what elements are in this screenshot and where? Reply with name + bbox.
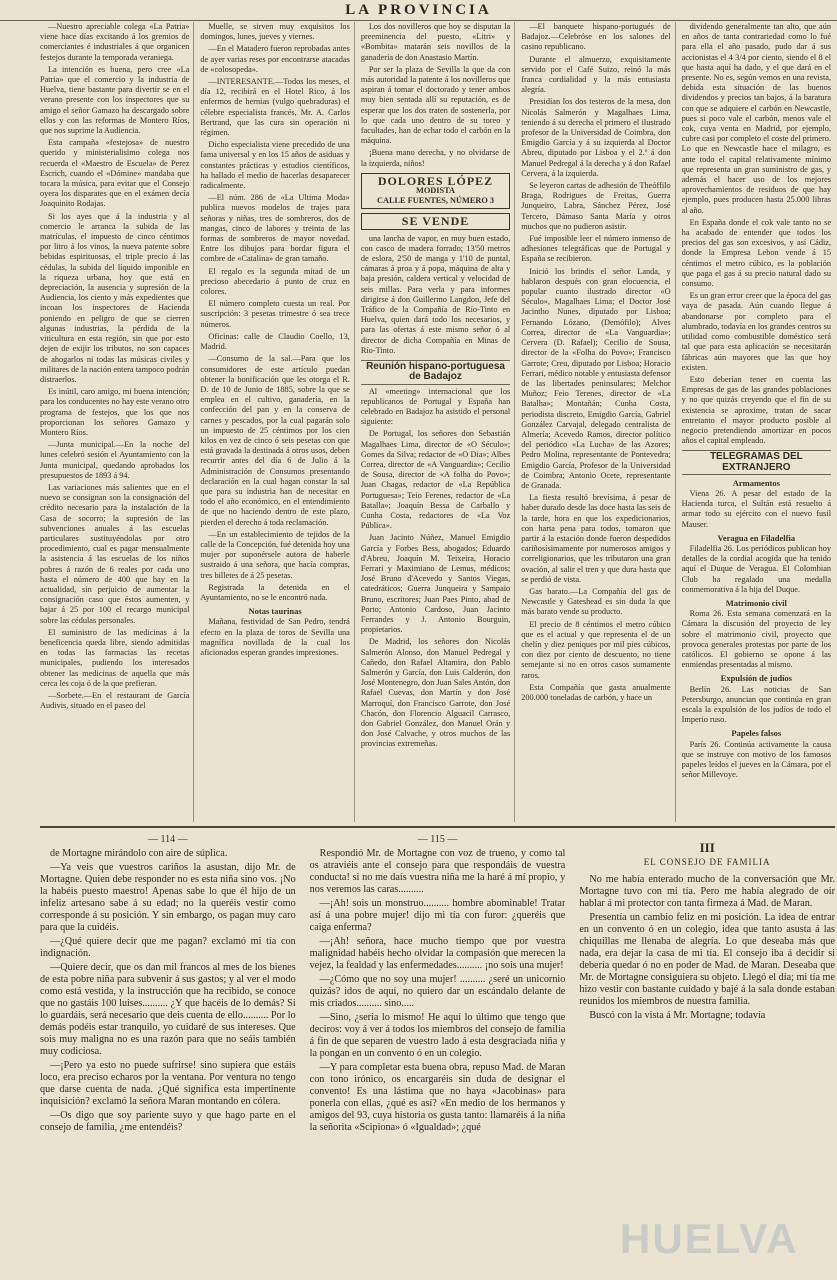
- serial-paragraph: —¿Cómo que no soy una mujer! .......... ¿seré un unicornio quizás? idos de aquí, no quiero dar un escándalo delante de mis criados.......... sino.....: [309, 974, 566, 1009]
- telegram-text: Berlín 26. Las noticias de San Petersburgo, anuncian que continúa en gran escala la expulsión de los judíos de todo el Imperio ruso.: [681, 684, 832, 725]
- article-paragraph: dividendo generalmente tan alto, que aún en años de tanta contrariedad como lo fué para ella el año pasado, pudo dar á sus accionistas el 4 3/4 por ciento, siendo el 8 el que hasta aquí ha dado, y el que dará en el presente. No es, según vemos en una revista, debida esta situación de las buenos dividendos y precios tan bajos, á la baratura con que se adquiere el carbón en Newcastle, pues si poco vale el carbón, menos vale el cok, cuya venta en Madrid, por ejemplo, cubre casi por completo el coste del primero. Lo que en Newcastle hace el milagro, es ante todo el capital relativamente mínimo que representa un gran suministro de gas, y además el hacer uso de los mejores aprovechamientos de residuos de que hay ejemplo, pues producen hasta 25.000 libras al año.: [681, 22, 832, 215]
- article-paragraph: El número completo cuesta un real. Por suscripción: 3 pesetas trimestre ó sea trece números.: [200, 299, 350, 329]
- column-1: [40, 22, 194, 822]
- serial-right-page: [579, 834, 835, 1274]
- telegram-title: Matrimonio civil: [725, 597, 787, 608]
- article-paragraph: —INTERESANTE.—Todos los meses, el día 12, recibirá en el Hotel Rico, á los enfermos de hernias (vulgo quebraduras) el célebre especialista francés, Mr. A. Carlos Bertrand, que las cura sin operación ni régimen.: [200, 77, 350, 138]
- article-paragraph: Oficinas: calle de Claudio Coello, 13, Madrid.: [200, 331, 350, 352]
- telegram-title: Armamentos: [732, 477, 780, 488]
- article-paragraph: —En el Matadero fueron reprobadas antes de ayer varias reses por encontrarse atacadas de «colosopeda».: [200, 44, 350, 74]
- article-paragraph: —En un establecimiento de tejidos de la calle de la Concepción, fué detenida hoy una mujer por suponérsele autora de haberle sustraido á una señora, que hacía compras, tres billetes de á 25 pesetas.: [200, 529, 350, 580]
- section-heading-telegramas: TELEGRAMAS DEL EXTRANJERO: [682, 450, 831, 474]
- article-paragraph: Las variaciones más salientes que en el nuevo se consignan son la consignación del crédito necesario para la instalación de la Casa de socorro; la supresión de las subvenciones anuales á las escuelas particulares sustituyéndolas por otro procedimiento, cual es pagar mensualmente la asistencia á las escuelas de los niños pobres á razón de 6 reales por cada uno hasta el número de 400 que hay en la actualidad, sin perjuicio de aumentar la consignación caso que éstos aumenten, y bajar á 25 por 100 el recargo municipal sobre las cédulas personales.: [40, 482, 190, 625]
- serial-paragraph: —Quiere decir, que os dan mil francos al mes de los bienes de esta pobre niña para subvenir á sus gastos; y al ver el modo como está vestida, y la instrucción que ha recibido, se conoce que no gastáis 100 luises.......... ¿Y que hacéis de lo demás? Si lo guardáis, será necesario que deis cuenta de ello.......... Por lo demás podéis estar tranquilo, yo cuidaré de sus intereses. Que sois muy maligna no es una razón para que no seáis también muy codiciosa.: [40, 962, 296, 1057]
- article-paragraph: Inició los brindis el señor Landa, y hablaron después con gran elocuencia, el popular cuanto ilustrado director «O Século», Magalhaes Lima; el Doctor José Jacintho Nunes, diputado por Lisboa; Fernando Lózano, (Demófilo); Alves Correa, director de «La Vanguardia»; Cervera (D. Rafael); Cecilio de Sousa, director de la «Folha do Povo»; Francisco Garrote; Creu, diputado por Lisboa; Horacio Ferrari, médico notable y entusiasta defensor de las libertades peninsulares; Melchor Muñoz; Feio Terenes, director de «La Batalha»; Montañán; Cunha Costa, periodista discreto, Emigdio García, Gabriel González Carvajal, delegado centralista de Almería; Acevedo Ramos, director político del periódico «La Lucha» de las Azores; Pedro Molina, representante de Pontevedra; Emigdio García, Profesor de la Universidad de Coimbra; Antonio Ocete, representante de Granada.: [521, 266, 671, 490]
- article-paragraph: Los dos novilleros que hoy se disputan la preeminencia del puesto, «Litri» y «Bombita» matarán seis novillos de la ganadería de don Anastasio Martín.: [360, 22, 511, 62]
- upper-columns: [40, 22, 835, 822]
- serial-left-page: [40, 834, 296, 1274]
- article-paragraph: —El banquete hispano-portugués de Badajoz.—Celebróse en los salones del casino republicano.: [521, 22, 671, 52]
- article-paragraph: Muelle, se sirven muy exquisitos los domingos, lunes, jueves y viernes.: [200, 22, 350, 42]
- chapter-title: EL CONSEJO DE FAMILIA: [643, 857, 771, 867]
- article-paragraph: De Portugal, los señores don Sebastián Magalhaes Lima, director de «O Século»; Gomes da Silva; redactor de «O Dia»; Albes Correa, director de «A Vanguardia»; Cecilio de Sousa, director de «A folha do Povo»; Juan Chagas, redactor de «La República Portuguesa»; Teio Ferenes, redactor de «La Batalla»; Joaquín Bessa de Carballo y Cunha Costa, redactores de «La Voz Pública».: [360, 429, 511, 531]
- serial-paragraph: —Ya veis que vuestros cariños la asustan, dijo Mr. de Mortagne. Quien debe responder no es esta niña sino vos. ¡No la habéis puesto maestro! Apenas sabe lo que él hijo de un infeliz artesano sabe á su edad; no la queréis vestir como corresponde á su posición. Y sin embargo, os pagan muy caro para que la cuidéis.: [40, 862, 296, 933]
- advertisement-se-vende: [361, 213, 510, 229]
- article-paragraph: Dicho especialista viene precedido de una fama universal y en los 15 años de asiduas y constantes prácticas y estudios científicos, ha hallado el medio de hacerlas desaparecer radicalmente.: [200, 140, 350, 191]
- article-paragraph: —Consumo de la sal.—Para que los consumidores de este artículo puedan obtener la bonificación que les otorga el R. D. de 10 de Junio de 1885, sobre la que se emplea en el cultivo, ganadería, en la confección del pan y en la conserva de carnes y pescados, por la cual pagarán solo un impuesto de 25 céntimos por los cien kilos en vez de cinco ó seis pesetas con que está gravada la destinada á otros usos, deben recurrir antes del día 6 de Julio á la Administración de Consumos presentando declaración en la cual hagan constar la sal que para su industria han de necesitar en todo el año económico, en el entendimiento de que no haciendo dentro de este plazo, pierden el derecho á toda reclamación.: [200, 354, 350, 527]
- chapter-number: III: [699, 840, 715, 855]
- section-heading-taurinas: Notas taurinas: [248, 606, 302, 617]
- page-number: — 114 —: [148, 834, 188, 845]
- page-number: — 115 —: [417, 834, 458, 845]
- telegram-text: Viena 26. A pesar del estado de la Hacienda turca, el Sultán está resuelto á armar todo su ejército con el nuevo fusil Mauser.: [681, 488, 832, 529]
- article-paragraph: Es un gran error creer que la época del gas vaya de pasada. Aún cuando llegue á abandonarse por completo para el alumbrado, todavía en los grandes centros su utilidad como combustible doméstico será tal que para esta aplicación se necesitarán fábricas aún mayores que las que hoy existen.: [681, 291, 832, 372]
- section-divider: [40, 826, 835, 834]
- serial-paragraph: No me había enterado mucho de la conversación que Mr. Mortagne tuvo con mi tía. Pero me había alegrado de oir hablar á mi protector con tanta firmeza á Mad. de Maran.: [579, 874, 836, 909]
- column-2: [200, 22, 354, 822]
- telegram-text: Roma 26. Esta semana comenzará en la Cámara la discusión del proyecto de ley sobre el matrimonio civil, proyecto que provoca generales protestas por parte de los católicos. El gobierno se opone á las enmiendas presentadas al mismo.: [681, 609, 832, 670]
- article-paragraph: Esto deberían tener en cuenta las Empresas de gas de las grandes poblaciones y no que quizás creyendo que el fin de su existencia se aproxime, tratan de sacar entretanto el mayor producto posible al negocio pretendiendo amortizar en pocos años el capital empleado.: [681, 374, 832, 446]
- serial-paragraph: —¡Ah! sois un monstruo.......... hombre abominable! Tratar así á una pobre mujer! dijo mi tía con furor: ¿queréis que caiga enferma?: [309, 898, 566, 933]
- article-paragraph: Al «meeting» internacional que los republicanos de Portugal y España han celebrado en Badajoz ha asistido el personal siguiente:: [360, 386, 511, 427]
- article-paragraph: —Nuestro apreciable colega «La Patria» viene hace días excitando á los gremios de comerciantes é industriales á que organicen festejos durante la temporada veraniega.: [40, 22, 190, 62]
- telegram-text: París 26. Continúa activamente la causa que se instruye con motivo de los famosos papeles leídos el jueves en la Cámara, por el señor Millevoye.: [681, 739, 832, 780]
- serial-paragraph: —¿Qué quiere decir que me pagan? exclamó mi tía con indignación.: [40, 936, 296, 959]
- article-paragraph: Esta campaña «festejosa» de nuestro querido y ministerialisimo colega nos recuerda el «Maestro de Escuela» de Perez Escrich, cuando el «Dómine» mandaba que tocara la música, para evitar que el Consejo oyera los disparates que en el exámen decía Joaquinito Rodajas.: [40, 138, 190, 209]
- ad-sale-title: SE VENDE: [401, 214, 470, 229]
- section-heading-reunion: Reunión hispano-portuguesa de Badajoz: [361, 360, 510, 384]
- serial-paragraph: Buscó con la vista á Mr. Mortagne; todavía: [589, 1010, 766, 1021]
- article-paragraph: Por ser la plaza de Sevilla la que da con más autoridad la patente á los novilleros que aspiran á tomar el doctorado y tener ambos muy bien sentada allí su reputación, es de esperar que los dos traten de sostenerla, por lo que cada uno dentro de su toreo y facultades, han de echar todo el carbón en la máquina.: [360, 64, 511, 146]
- telegram-text: Filadelfia 26. Los periódicos publican hoy detalles de la cordial acogida que ha tenido aquí el Duque de Veragua. El Colombian Club ha regalado una medalla conmemorativa á la hija del Duque.: [681, 543, 832, 594]
- serial-novel: [40, 834, 835, 1274]
- ad-role: MODISTA: [416, 186, 456, 196]
- column-5: [682, 22, 835, 822]
- advertisement-modista: [361, 173, 510, 210]
- telegram-title: Expulsión de judíos: [720, 673, 792, 684]
- article-paragraph: —El núm. 286 de «La Ultima Moda» publica nuevos modelos de trajes para señoras y niñas, tres de sombreros, dos de mangas, cinco de labores y treinta de las formas de sombreros de mayor novedad. Entre los dibujos para bordar figura el combre de «Catalina» de gran tamaño.: [200, 193, 350, 264]
- serial-paragraph: Presentía un cambio feliz en mi posición. La idea de entrar en un convento ó en un colegio, idea que tanto asusta á las chiquillas me llenaba de alegría. Lo que deseaba más que nada, era dejar la casa de mi tía. El consejo iba á decidir si debería quedar ó no en poder de Mad. de Maran. Deseaba que Mr. de Mortagne consiguiera su objeto. Llegó el día; mi tía me hizo vestir con bastante cuidado y bajé á la sala donde estaban reunidos los miembros de nuestra familia.: [579, 912, 836, 1007]
- column-4: [521, 22, 675, 822]
- article-paragraph: Durante el almuerzo, exquisitamente servido por el Café Suizo, reinó la más franca cordialidad y la más entusiasta alegría.: [521, 54, 671, 95]
- serial-paragraph: de Mortagne mirándolo con aire de súplica.: [50, 848, 228, 859]
- serial-paragraph: —¡Pero ya esto no puede sufrirse! sino supiera que estáis loco, era preciso echaros por la ventana. Por ventura no tengo que darse cuenta de nada. ¿Qué significa esta impertinente inquisición? exclamó la señora Maran montando en cólera.: [40, 1060, 296, 1107]
- article-paragraph: Esta Compañía que gasta anualmente 200.000 toneladas de carbón, y hace un: [521, 682, 671, 702]
- ad-sale-text: una lancha de vapor, en muy buen estado, con casco de madera forrado; 13'50 metros de eslora, 2'50 de manga y 1'10 de puntal, cámaras á proa y á popa, máquina de alta y baja presión, caldera vertical y velocidad de seis millas. Para verla y para informes dirigirse á don Guillermo Langdon, Jefe del Tráfico de la Compañía de Río-Tinto en Huelva, quien dará todo los necesarios, y para las ofertas á este mismo señor ó al director de dicha Compañía en Minas de Río-Tinto.: [360, 233, 511, 355]
- article-paragraph: Registrada la detenida en el Ayuntamiento, no se le encontró nada.: [200, 582, 350, 602]
- article-paragraph: Se leyeron cartas de adhesión de Theóffilo Braga, Rodrigues de Freitas, Guerra Junqueiro, Labra, Sánchez Pérez, José Tercero, Dámaso Santa María y otros muchos que no pudieron asistir.: [521, 181, 671, 231]
- telegram-title: Veragua en Filadelfia: [717, 532, 796, 543]
- serial-middle-page: [310, 834, 566, 1274]
- column-3: [361, 22, 515, 822]
- article-paragraph: Fué imposible leer el número inmenso de adhesiones telegráficas que de Portugal y España se recibieron.: [521, 234, 671, 264]
- ad-name: DOLORES LÓPEZ: [377, 173, 494, 188]
- article-paragraph: El suministro de las medicinas á la beneficencia queda libre, siendo admitidas en todas las farmacias las recetas municipales, pudiendo los interesados obtener las medicinas de aquella que más cerca les coja ó de la que prefieran.: [40, 627, 190, 688]
- telegram-title: Papeles falsos: [731, 728, 782, 739]
- serial-paragraph: —Sino, ¿seria lo mismo! He aquí lo último que tengo que deciros: voy á ver á todos los miembros del consejo de familia á fin de que separen de vuestro lado á esta desgraciada niña y la pongan en un convento ó en un colegio.: [309, 1012, 566, 1059]
- article-paragraph: El precio de 8 céntimos el metro cúbico que es el actual y que representa el de un chelín y diez peniques por mil pies cúbicos, con diez por ciento de descuento, no tiene semejante si no en otros casos sumamente raros.: [521, 619, 671, 680]
- serial-paragraph: —Y para completar esta buena obra, repuso Mad. de Maran con tono irónico, os encargaréis sin duda de designar el convento! Es una lástima que no haya «Jacobinas» para ponerla con ellas, ¿qué es así? «En medio de los hermanos y amigos del 93, cuya historia os gusta tanto: llamaréis á la niña la señorita «Scipiona» ó «Igualdad»; ¿qué: [309, 1062, 566, 1133]
- article-paragraph: Si los ayes que á la industria y al comercio le arranca la subida de las matrículas, el impuesto de cinco céntimos por litro á los vinos, la nueva patente sobre bebidas espirituosas, el triple precio á las cédulas, la subida del líquido imponible en la riqueza urbana, hoy que está en depreciación, la ausencia y supresión de la Audiencia, los ciento y más expedientes que incoan los inspectores de Hacienda poniendo en peligro de que se cierren algunas industrias, la pérdida de la viticultura en esta región, sin que por esto dejen de exijir los tributos, no son capaces de ahogarlos ni todas las músicas civiles y militares de la nación entera tampoco podrán distraerlos.: [40, 211, 190, 384]
- article-paragraph: El regalo es la segunda mitad de un precioso abecedario á punto de cruz en colores.: [200, 266, 350, 297]
- watermark: HUELVA: [620, 1215, 799, 1262]
- masthead-title: LA PROVINCIA: [0, 0, 837, 21]
- article-paragraph: —Junta municipal.—En la noche del lunes celebró sesión el Ayuntamiento con la Junta municipal, quedando aprobados los presupuestos de 1893 á 94.: [40, 440, 190, 480]
- article-paragraph: La fiesta resultó brevísima, á pesar de haber durado desde las doce hasta las seis de la tarde, hora en que los expedicionarios, con harta pena para todos, tomaron que partir á la estación donde fueron despedidos cariñosísimamente por numerosos amigos y correligionarios, que les tributaron una gran ovación, al salir el tren y que dura hasta que se perdió de vista.: [521, 493, 671, 584]
- serial-paragraph: —Os digo que soy pariente suyo y que hago parte en el consejo de familia, ¿me entendéis?: [40, 1110, 296, 1133]
- article-paragraph: La intención es buena, pero cree «La Patria» que el comercio y la industria de Huelva, tiene bastante para divertir se en el verano presente con los inspectores que su amigo el señor Gamazo ha descargado sobre ellos y con las reformas de Montero Ríos, que nos suprime la Audiencia.: [40, 64, 190, 136]
- article-paragraph: Gas barato.—La Compañía del gas de Newcastle y Gateshead es sin duda la que más barato vende su producto.: [521, 586, 671, 617]
- article-paragraph: ¡Buena mano derecha, y no olvidarse de la izquierda, niños!: [360, 148, 511, 168]
- article-paragraph: En España donde el cok vale tanto no se ha acabado de entender que todos los precios del gas son excesivos, y así Cádiz, donde la Empresa Lebon vende á 15 céntimos el metro cúbico, es la población que paga el gas á su precio natural dado su consumo.: [681, 217, 832, 289]
- ad-address: CALLE FUENTES, NÚMERO 3: [376, 196, 495, 206]
- article-paragraph: De Madrid, los señores don Nicolás Salmerón Alonso, don Manuel Pedregal y Cañedo, don Rafael Altamira, don Pablo Salmerón y García, don Luis Calderón, don José Montenegro, don Juan Sales Antón, don Rafael Cuevas, don Martín y don José Marroquí, don Francisco Garrote, don José Chacón, don Florencio Alguacil Carrasco, don Gabriel González, don Manuel Orán y don José Calvache, y otros muchos de las provincias extremeñas.: [360, 637, 511, 749]
- serial-paragraph: —¡Ah! señora, hace mucho tiempo que por vuestra malignidad habéis hecho olvidar la compasión que merecen la vejez, la fealdad y las enfermedades.......... ¡no sois una mujer!: [309, 936, 566, 971]
- article-paragraph: —Sorbete.—En el restaurant de García Audivis, situado en el paseo del: [40, 691, 190, 711]
- article-paragraph: Presidían los dos testeros de la mesa, don Nicolás Salmerón y Magalhaes Lima, teniendo á su derecha el primero el ilustrado profesor de la Universidad de Coimbra, don Emigdio García y á su izquierda al Doctor Abreu, diputado por Lisboa y el 2.º á don Manuel Pedregal á la derecha y á don Rafael Cervera, á la izquierda.: [521, 97, 671, 178]
- serial-paragraph: Respondió Mr. de Mortagne con voz de trueno, y como tal os atraviéis ante el consejo para que respondáis de vuestra conducta! si no me daís vuestra niña me la haré á mí propio, y nos veremos las caras..........: [309, 848, 566, 895]
- article-paragraph: Mañana, festividad de San Pedro, tendrá efecto en la plaza de toros de Sevilla una magnífica novillada de la cual los aficionados esperan grandes impresiones.: [200, 617, 350, 657]
- article-paragraph: Es inútil, caro amigo, mi buena intención; para los conducentes no hay este verano otro programa de festejos, que los que nos proporcionan los señores Gamazo y Montero Ríos.: [40, 387, 190, 437]
- article-paragraph: Juan Jacinto Núñez, Manuel Emigdio García y Forbes Bess, abogados; Eduardo d'Abreu, Joaquín M. Teixeira, Horacio Ferrari y Maximiano de Lemus, médicos; José Bruno d'Acevedo y Santos Viegas, catedráticos; Guerra Junqueira y Sampaio Bruno, escritores; Juan Paes Pinto, abad de Porto; Antonio Cardoso, Juan Jacinto Ferrandes y J. Antonio Bourguin, propietarios.: [360, 533, 511, 635]
